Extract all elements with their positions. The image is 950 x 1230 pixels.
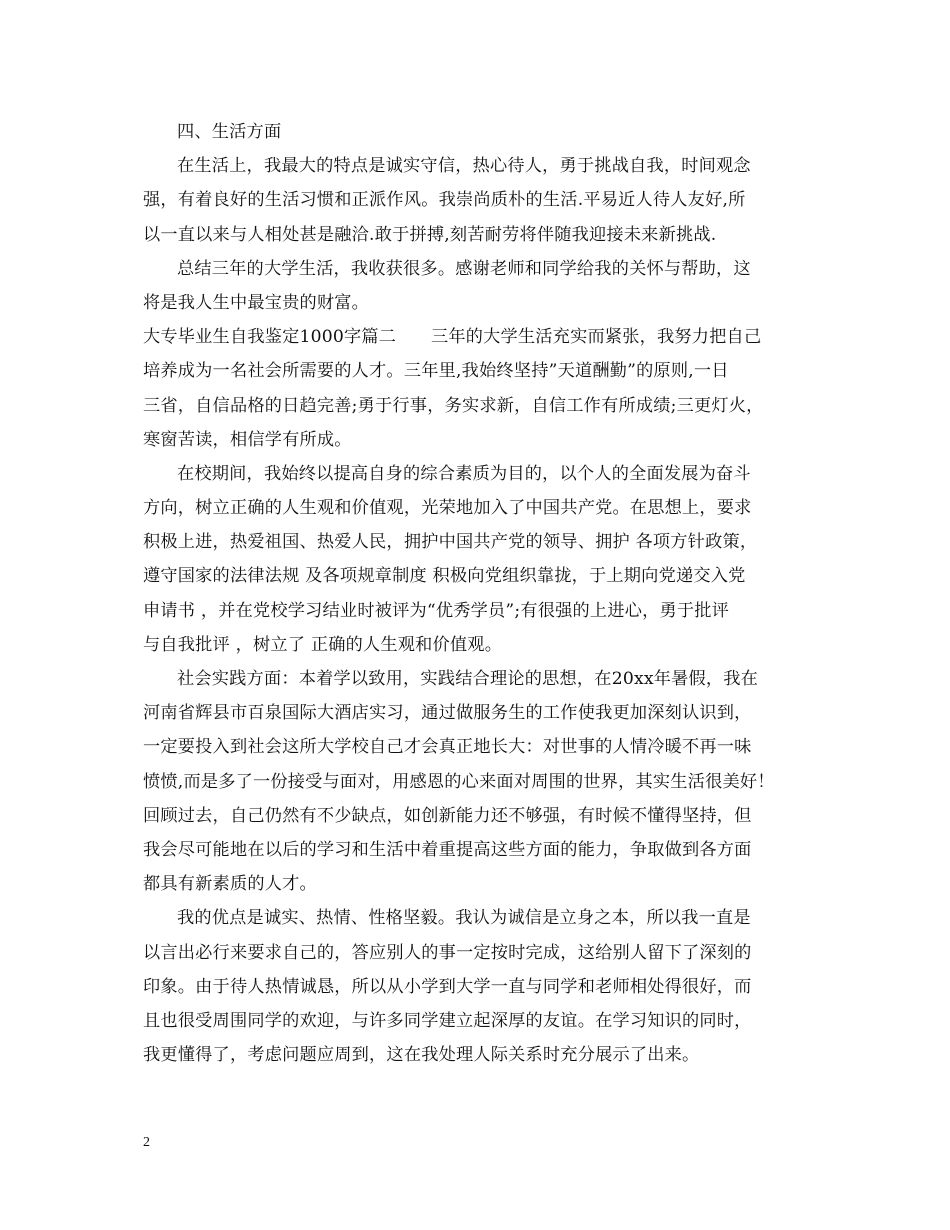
text-line: 寒窗苦读，相信学有所成。	[143, 429, 352, 450]
page-number: 2	[143, 1135, 150, 1150]
text-line: 一定要投入到社会这所大学校自己才会真正地长大：对世事的人情冷暖不再一味	[143, 737, 752, 758]
text-line: 我更懂得了，考虑问题应周到，这在我处理人际关系时充分展示了出来。	[143, 1045, 700, 1066]
text-line: 我会尽可能地在以后的学习和生活中着重提高这些方面的能力，争取做到各方面	[143, 839, 752, 860]
text-line: 社会实践方面：本着学以致用，实践结合理论的思想，在20xx年暑假，我在	[177, 669, 759, 689]
text-line: 申请书 ，并在党校学习结业时被评为“优秀学员”;有很强的上进心，勇于批评	[143, 600, 730, 621]
text-line: 积极上进，热爱祖国、热爱人民，拥护中国共产党的领导、拥护 各项方针政策，	[143, 532, 758, 553]
text-line: 与自我批评 ，树立了 正确的人生观和价值观。	[143, 634, 503, 655]
article-title-line: 大专毕业生自我鉴定1000字篇二 三年的大学生活充实而紧张，我努力把自己	[143, 327, 762, 348]
section-heading: 四、生活方面	[177, 122, 282, 142]
text-line: 且也很受周围同学的欢迎，与许多同学建立起深厚的友谊。在学习知识的同时，	[143, 1010, 752, 1031]
text-line: 在校期间，我始终以提高自身的综合素质为目的，以个人的全面发展为奋斗	[177, 463, 751, 484]
text-line: 三省，自信品格的日趋完善;勇于行事，务实求新，自信工作有所成绩;三更灯火，	[143, 395, 764, 416]
text-line: 总结三年的大学生活，我收获很多。感谢老师和同学给我的关怀与帮助，这	[177, 258, 751, 279]
text-line: 以言出必行来要求自己的，答应别人的事一定按时完成，这给别人留下了深刻的	[143, 942, 752, 963]
text-line: 都具有新素质的人才。	[143, 874, 317, 895]
text-line: 印象。由于待人热情诚恳，所以从小学到大学一直与同学和老师相处得很好，而	[143, 976, 752, 997]
text-line: 方向，树立正确的人生观和价值观，光荣地加入了中国共产党。在思想上，要求	[143, 498, 752, 519]
text-line: 河南省辉县市百泉国际大酒店实习，通过做服务生的工作使我更加深刻认识到，	[143, 703, 752, 724]
text-line: 遵守国家的法律法规 及各项规章制度 积极向党组织靠拢，于上期向党递交入党	[143, 566, 746, 587]
text-line: 以一直以来与人相处甚是融洽.敢于拼搏,刻苦耐劳将伴随我迎接未来新挑战.	[143, 224, 717, 245]
text-line: 我的优点是诚实、热情、性格坚毅。我认为诚信是立身之本，所以我一直是	[177, 908, 751, 929]
text-line: 在生活上，我最大的特点是诚实守信，热心待人，勇于挑战自我，时间观念	[177, 156, 751, 177]
text-line: 回顾过去，自己仍然有不少缺点，如创新能力还不够强，有时候不懂得坚持，但	[143, 805, 752, 826]
text-line: 愤愤,而是多了一份接受与面对，用感恩的心来面对周围的世界，其实生活很美好！	[143, 771, 775, 792]
text-line: 强，有着良好的生活习惯和正派作风。我崇尚质朴的生活.平易近人待人友好,所	[143, 190, 746, 211]
document-body	[143, 115, 813, 1072]
text-line: 培养成为一名社会所需要的人才。三年里,我始终坚持”天道酬勤”的原则,一日	[143, 361, 729, 382]
text-line: 将是我人生中最宝贵的财富。	[143, 292, 370, 313]
